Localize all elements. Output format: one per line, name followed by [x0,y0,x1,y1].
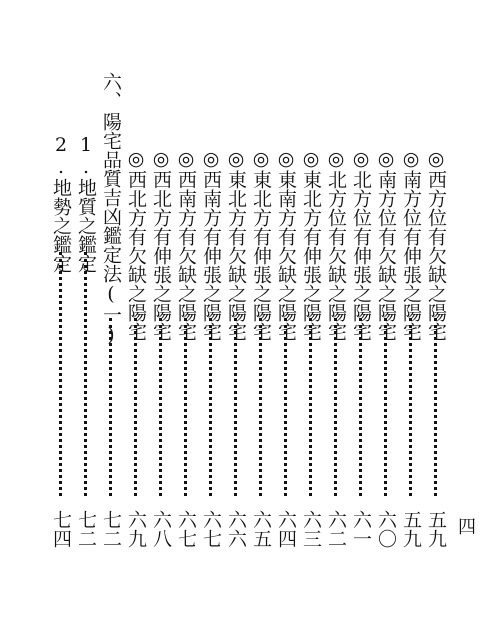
toc-entry [400,0,422,643]
toc-entry [150,0,172,643]
toc-entry [200,0,222,643]
dot-leader [409,318,416,496]
toc-entry [175,0,197,643]
toc-entry-label: ◎南方位有伸張之陽宅 [400,148,422,341]
toc-entry [225,0,247,643]
toc-entry-label: ◎東南方有欠缺之陽宅 [275,148,297,341]
toc-entry-label: ◎西南方有伸張之陽宅 [200,148,222,341]
toc-entry [375,0,397,643]
toc-entry-label: ◎北方位有伸張之陽宅 [350,148,372,341]
toc-entry-page: 六四 [275,510,297,548]
dot-leader [259,318,266,496]
dot-leader [384,318,391,496]
dot-leader [59,252,66,496]
dot-leader [134,318,141,496]
toc-entry-label: ◎南方位有欠缺之陽宅 [375,148,397,341]
toc-entry-page: 六八 [150,510,172,548]
toc-entry-label: ◎西北方有伸張之陽宅 [150,148,172,341]
toc-subentry [50,0,72,643]
toc-entry-page: 五九 [425,510,447,548]
toc-subentry-page: 七二 [75,510,97,548]
page-folio: 四 [455,517,476,535]
toc-entry-page: 六五 [250,510,272,548]
toc-entry-page: 六三 [300,510,322,548]
toc-entry-page: 六六 [225,510,247,548]
toc-entry-page: 六〇 [375,510,397,548]
dot-leader [334,318,341,496]
dot-leader [84,252,91,496]
toc-entry [425,0,447,643]
section-heading [100,0,122,643]
toc-subentry-label: 2.地勢之鑑定 [50,134,72,273]
section-page: 七二 [100,510,122,548]
dot-leader [359,318,366,496]
dot-leader [234,318,241,496]
dot-leader [159,318,166,496]
toc-entry-page: 六九 [125,510,147,548]
dot-leader [109,318,116,496]
toc-entry [300,0,322,643]
toc-entry-label: ◎西北方有欠缺之陽宅 [125,148,147,341]
toc-entry-label: ◎東北方有伸張之陽宅 [300,148,322,341]
toc-entry [350,0,372,643]
toc-entry-page: 六七 [200,510,222,548]
toc-subentry-label: 1.地質之鑑定 [75,134,97,273]
dot-leader [309,318,316,496]
dot-leader [184,318,191,496]
toc-entry-label: ◎西南方有欠缺之陽宅 [175,148,197,341]
section-title: 陽宅品質吉凶鑑定法(一) [100,112,122,346]
toc-entry-label: ◎北方位有欠缺之陽宅 [325,148,347,341]
toc-entry [125,0,147,643]
section-number: 六、 [100,72,122,110]
toc-entry-label: ◎西方位有欠缺之陽宅 [425,148,447,341]
toc-entry-label: ◎東北方有伸張之陽宅 [250,148,272,341]
dot-leader [284,318,291,496]
toc-entry [325,0,347,643]
toc-entry-page: 六二 [325,510,347,548]
toc-entry-label: ◎東北方有欠缺之陽宅 [225,148,247,341]
toc-subentry [75,0,97,643]
toc-entry-page: 五九 [400,510,422,548]
toc-subentry-page: 七四 [50,510,72,548]
toc-entry [275,0,297,643]
dot-leader [209,318,216,496]
toc-entry [250,0,272,643]
dot-leader [434,318,441,496]
toc-entry-page: 六一 [350,510,372,548]
toc-entry-page: 六七 [175,510,197,548]
